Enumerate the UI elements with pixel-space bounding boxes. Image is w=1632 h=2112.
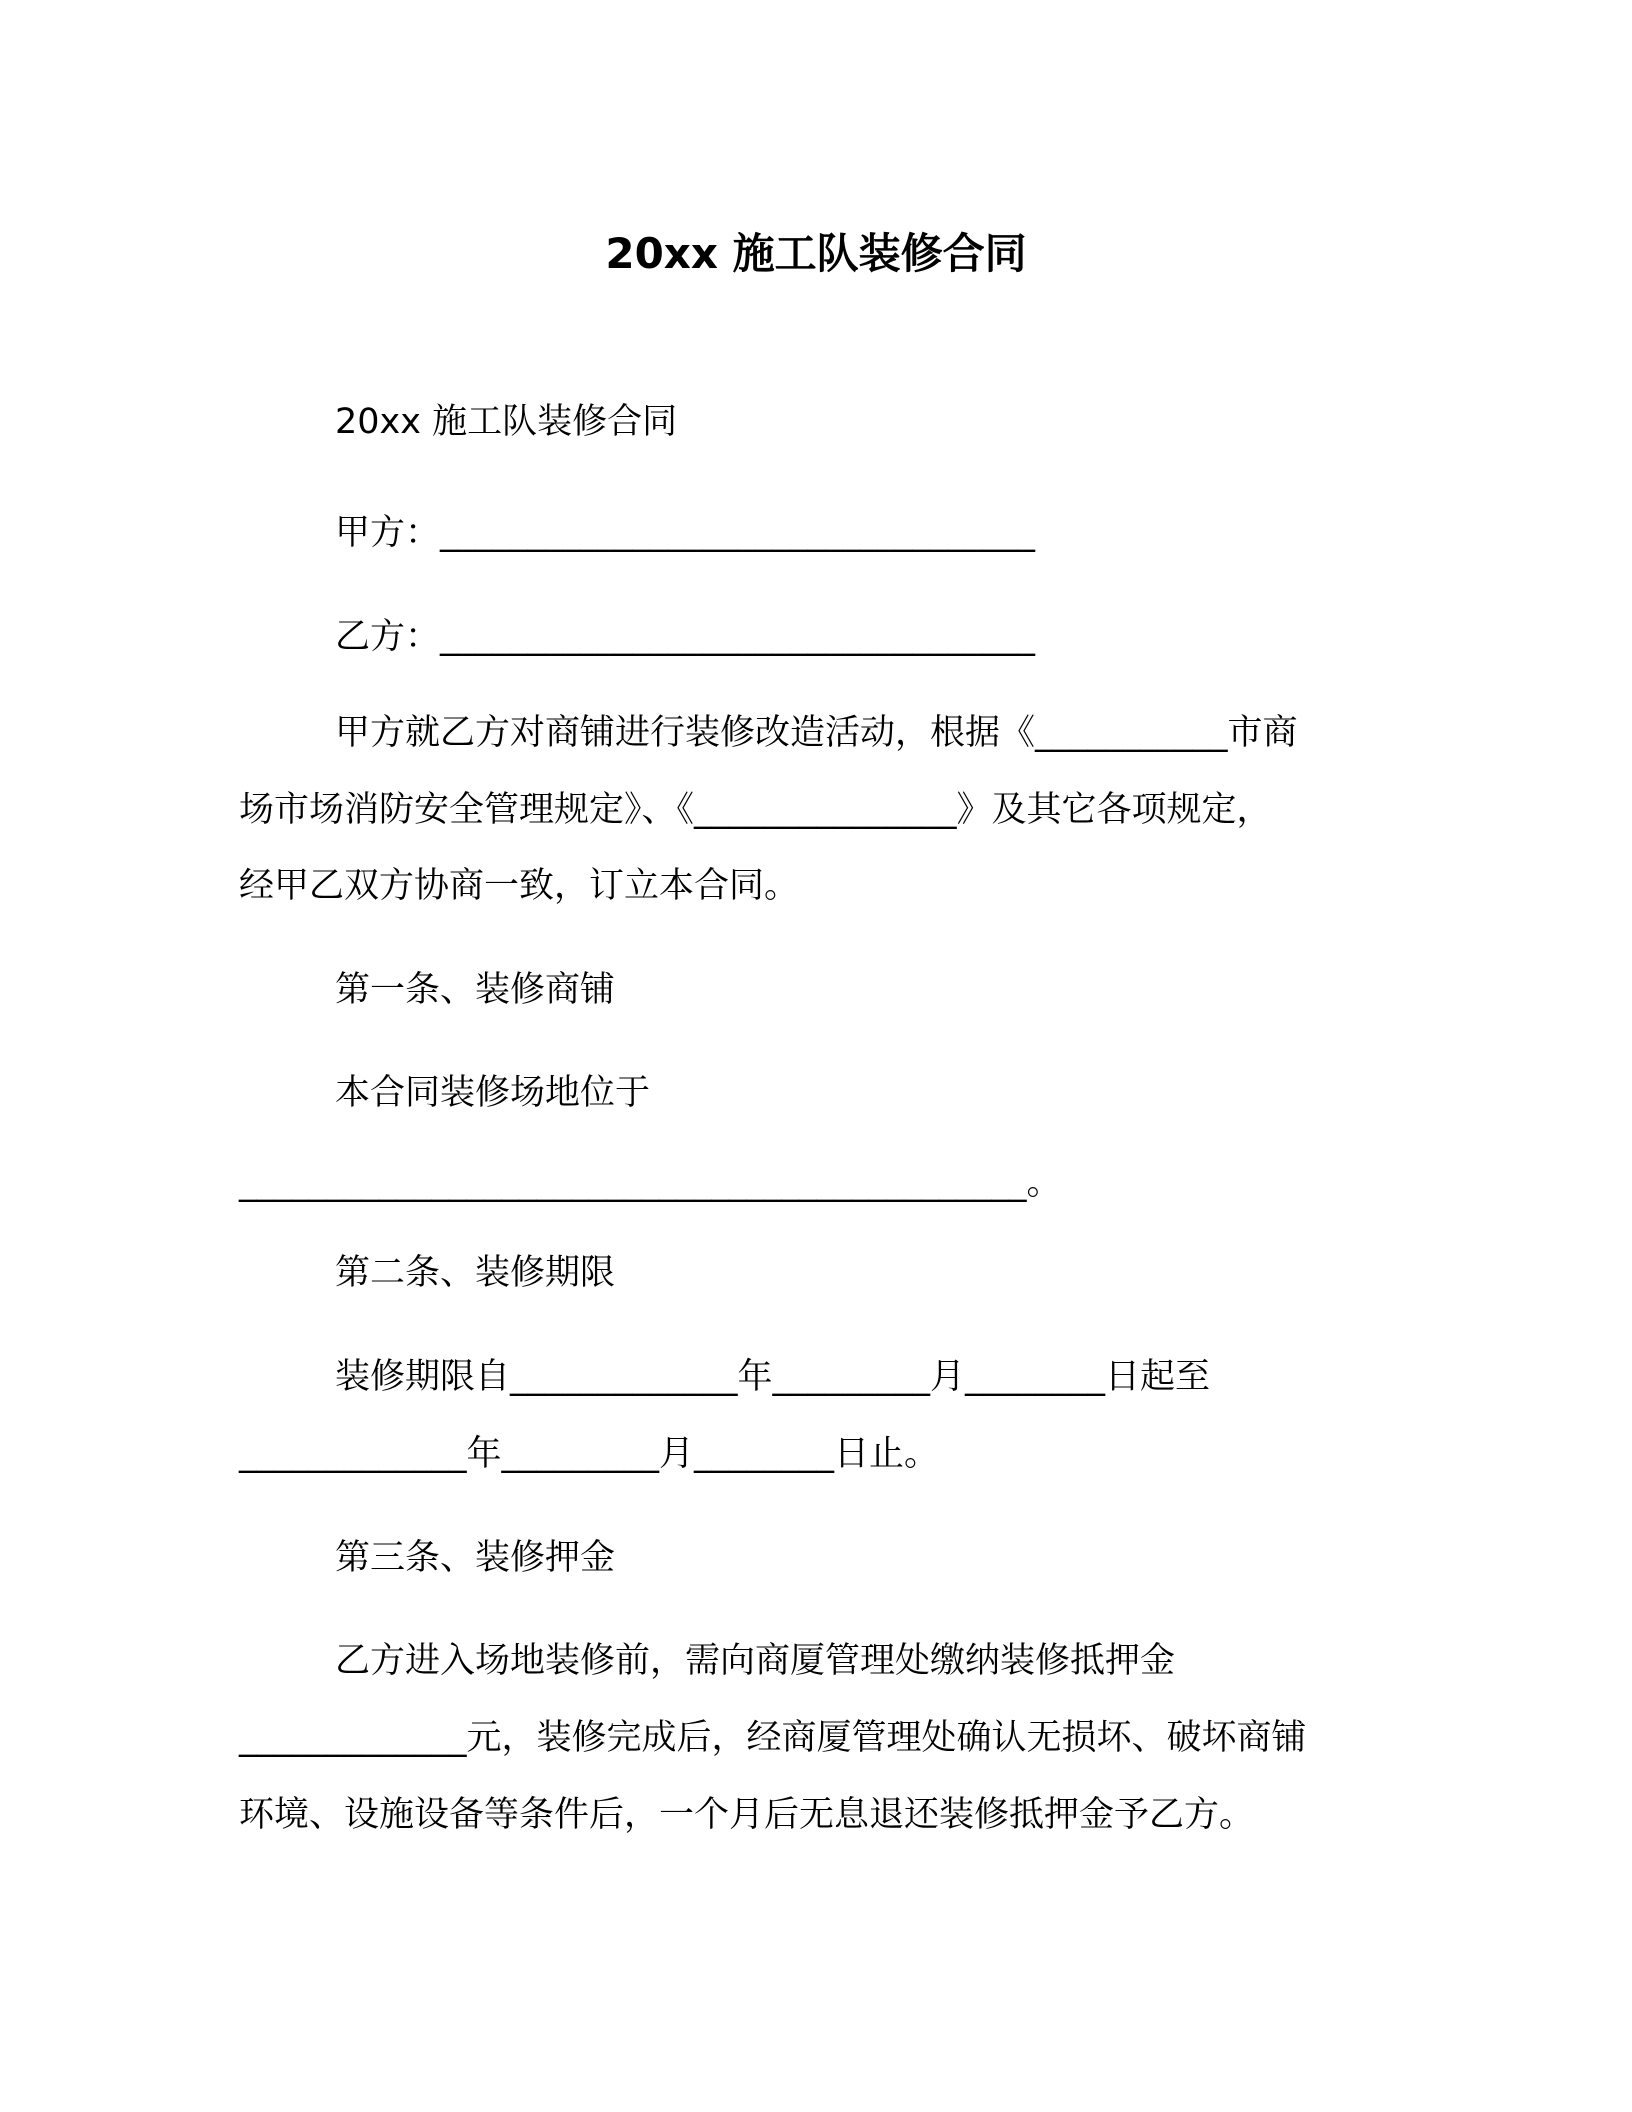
article-1-text: 本合同装修场地位于 bbox=[335, 1073, 651, 1113]
article-1-blank-line: _____________________________________________。 bbox=[239, 1163, 1062, 1203]
document-title: 20xx 施工队装修合同 bbox=[605, 229, 1027, 278]
article-2-heading: 第二条、装修期限 bbox=[335, 1253, 616, 1293]
preamble-line-1: 甲方就乙方对商铺进行装修改造活动，根据《___________市商 bbox=[335, 713, 1298, 753]
article-2-line-2: _____________年_________月________日止。 bbox=[239, 1434, 940, 1474]
article-2-line-1: 装修期限自_____________年_________月________日起至 bbox=[335, 1357, 1211, 1397]
article-3-line-3: 环境、设施设备等条件后，一个月后无息退还装修抵押金予乙方。 bbox=[239, 1795, 1255, 1835]
party-b-line: 乙方：__________________________________ bbox=[335, 617, 1036, 657]
preamble-line-3: 经甲乙双方协商一致，订立本合同。 bbox=[239, 866, 800, 906]
article-1-heading: 第一条、装修商铺 bbox=[335, 970, 616, 1010]
party-a-line: 甲方：__________________________________ bbox=[335, 513, 1036, 553]
article-3-heading: 第三条、装修押金 bbox=[335, 1538, 616, 1578]
article-3-line-2: _____________元，装修完成后，经商厦管理处确认无损坏、破坏商铺 bbox=[239, 1718, 1307, 1758]
article-3-line-1: 乙方进入场地装修前，需向商厦管理处缴纳装修抵押金 bbox=[335, 1641, 1176, 1681]
preamble-line-2: 场市场消防安全管理规定》、《_______________》及其它各项规定， bbox=[239, 790, 1272, 830]
subtitle-line: 20xx 施工队装修合同 bbox=[335, 402, 678, 442]
